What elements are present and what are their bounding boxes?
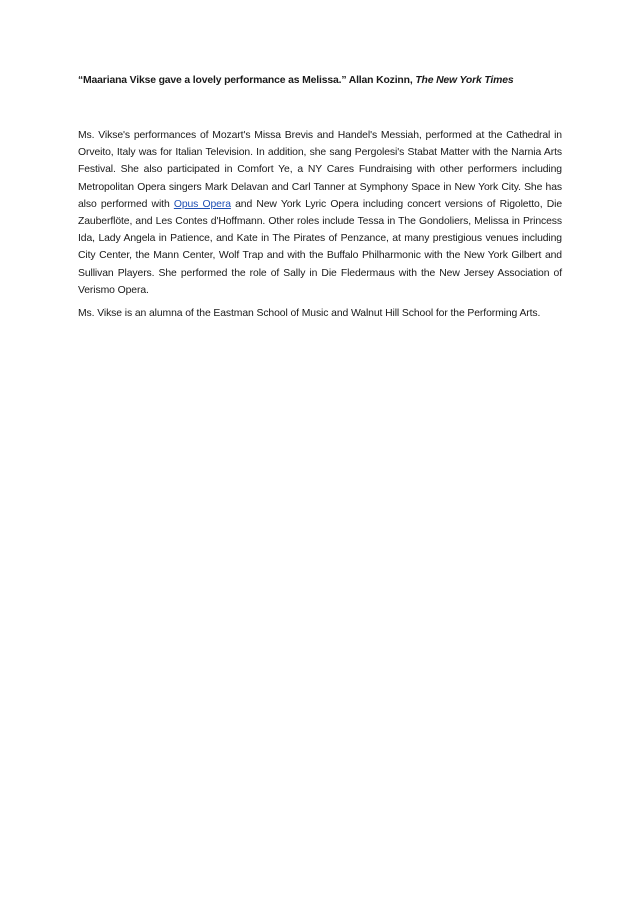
press-quote [78, 74, 568, 88]
biography-paragraph-education: Ms. Vikse is an alumna of the Eastman School of Music and Walnut Hill School for the Performing Arts. [78, 308, 541, 319]
opus-opera-link[interactable]: Opus Opera [173, 198, 231, 210]
paragraph-text-before-link: Ms. Vikse's performances of Mozart's Missa Brevis and Handel's Messiah, performed at the Cathedral in Orveito, Italy was for Italian Television. In addition, she sang Pergolesi's Stabat Matter with the Narnia Arts Festival. She also participated in Comfort Ye, a NY Cares Fundraising with other performers including Metropolitan Opera singers Mark Delavan and Carl Tanner at Symphony Space in New York City. She has also performed with [78, 130, 562, 210]
press-quote-publication: The New York Times [415, 75, 514, 86]
press-quote-text: “Maariana Vikse gave a lovely performance as Melissa.” Allan Kozinn, [78, 75, 416, 86]
paragraph-text-after-link: and New York Lyric Opera including concert versions of Rigoletto, Die Zauberflöte, and Les Contes d'Hoffmann. Other roles include Tessa in The Gondoliers, Melissa in Princess Ida, Lady Angela in Patience, and Kate in The Pirates of Penzance, at many prestigious venues including City Center, the Mann Center, Wolf Trap and with the Buffalo Philharmonic with the New York Gilbert and Sullivan Players. She performed the role of Sally in Die Fledermaus with the New Jersey Association of Verismo Opera. [78, 198, 563, 296]
biography-paragraph-performances [78, 127, 562, 299]
